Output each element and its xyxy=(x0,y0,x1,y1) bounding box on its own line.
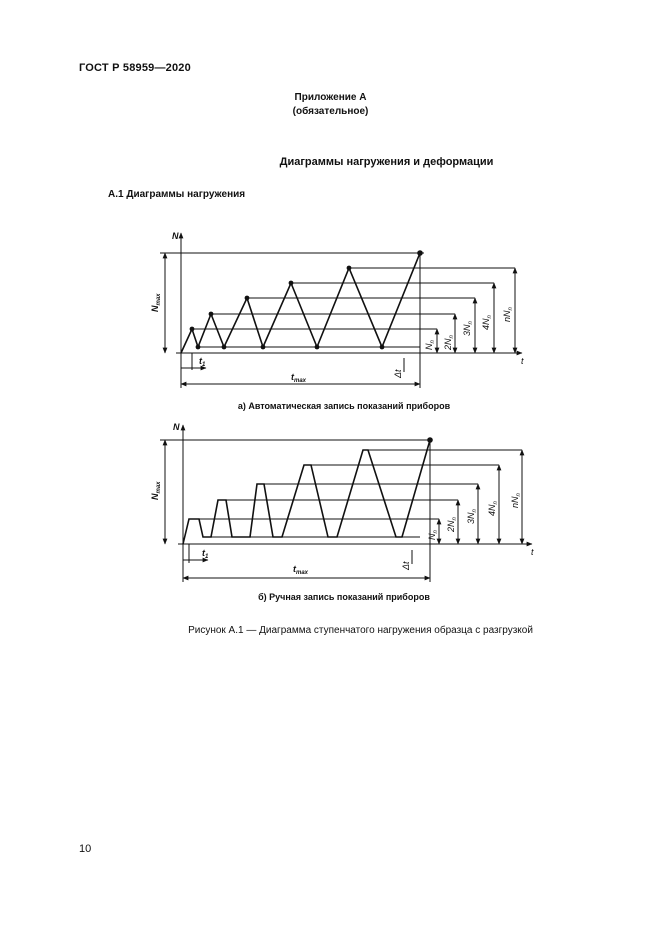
x-axis-label-b: t xyxy=(531,547,534,557)
delta-t-label: Δt xyxy=(393,369,403,378)
section-title: Диаграммы нагружения и деформации xyxy=(279,156,494,168)
dim-label-4: $4N_n$ xyxy=(481,315,493,330)
delta-t-label-b: Δt xyxy=(401,561,411,570)
dim-label-5: $nN_n$ xyxy=(502,307,514,322)
diagram-caption-a: а) Автоматическая запись показаний приборов xyxy=(237,401,451,411)
subsection-title: А.1 Диаграммы нагружения xyxy=(108,189,246,200)
dim-label-3: $3N_n$ xyxy=(462,321,474,336)
appendix-subtitle: (обязательное) xyxy=(292,106,369,117)
dim-label-1: $N_n$ xyxy=(424,340,436,350)
x-axis-label: t xyxy=(521,356,524,366)
t1-label-b: $t_1$ xyxy=(202,548,209,560)
y-axis-label: N xyxy=(172,231,179,241)
document-header: ГОСТ Р 58959—2020 xyxy=(79,62,191,74)
dim-label-b1: $N_n$ xyxy=(427,530,439,540)
dim-label-b5: $nN_n$ xyxy=(510,493,522,508)
y-axis-label-b: N xyxy=(173,422,180,432)
svg-text:Nmax: $N_{max}$ xyxy=(150,293,162,312)
dim-label-b3: $3N_n$ xyxy=(466,509,478,524)
dim-label-2: $2N_n$ xyxy=(443,335,455,350)
page-number: 10 xyxy=(79,843,92,855)
appendix-title: Приложение А xyxy=(294,92,367,103)
t1-label: $t_1$ xyxy=(199,356,206,368)
tmax-label-b: $t_{max}$ xyxy=(293,564,309,576)
tmax-label: $t_{max}$ xyxy=(291,372,307,384)
diagram-caption-b: б) Ручная запись показаний приборов xyxy=(258,592,430,602)
svg-text:Nmax: $N_{max}$ xyxy=(150,481,162,500)
dim-label-b2: $2N_n$ xyxy=(446,517,458,532)
figure-caption: Рисунок А.1 — Диаграмма ступенчатого нагружения образца с разгрузкой xyxy=(188,625,533,636)
dim-label-b4: $4N_n$ xyxy=(487,501,499,516)
